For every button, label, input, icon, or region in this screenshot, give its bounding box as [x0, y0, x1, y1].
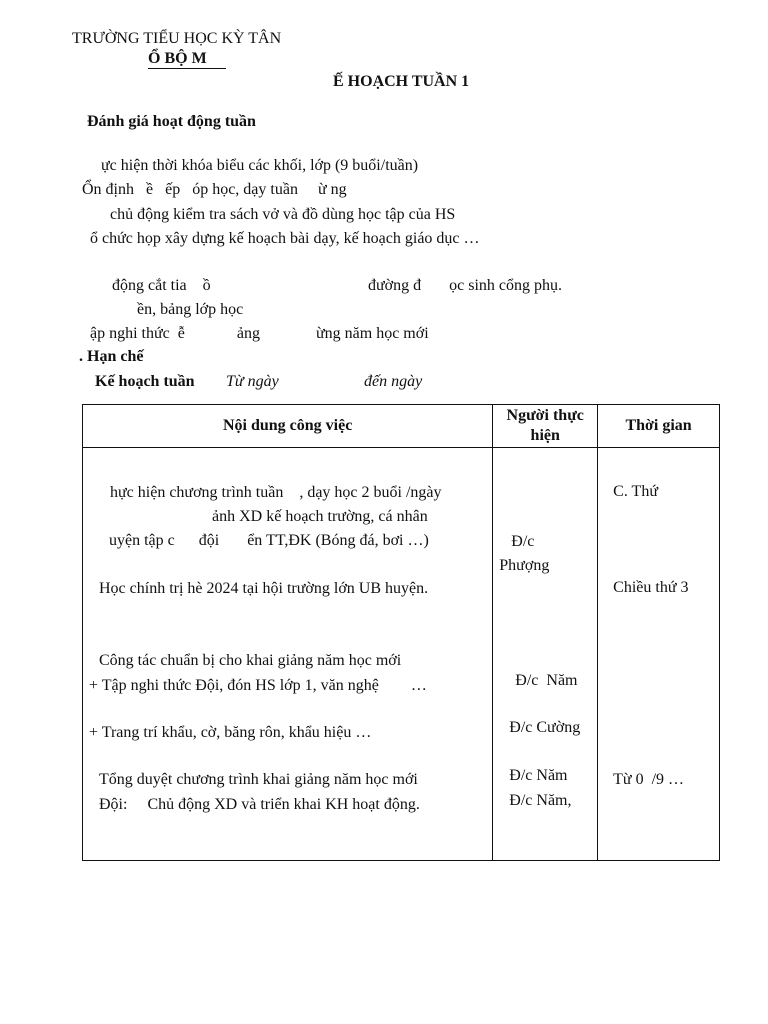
person-line: Phượng [499, 557, 550, 574]
content-line: hực hiện chương trình tuần , dạy học 2 buổi /ngày [110, 484, 442, 501]
content-line: + Tập nghi thức Đội, đón HS lớp 1, văn nghệ … [89, 677, 427, 694]
table-row [83, 448, 720, 861]
header-time [598, 405, 720, 448]
time-line: Chiều thứ 3 [613, 579, 689, 596]
evaluation-line: chủ động kiểm tra sách vở và đồ dùng học tập của HS [110, 206, 456, 223]
content-line: Tổng duyệt chương trình khai giảng năm học mới [99, 771, 418, 788]
evaluation-line: Ổn định ề ếp óp học, dạy tuần ừ ng [82, 181, 347, 198]
evaluation-line: ực hiện thời khóa biểu các khối, lớp (9 buổi/tuần) [101, 157, 419, 174]
content-line: uyện tập c đội ển TT,ĐK (Bóng đá, bơi …) [109, 532, 429, 549]
evaluation-line: động cắt tia ồ [112, 277, 211, 294]
person-line: Đ/c [511, 533, 535, 550]
evaluation-line: ổ chức họp xây dựng kế hoạch bài dạy, kế hoạch giáo dục … [90, 230, 480, 247]
evaluation-heading: Đánh giá hoạt động tuần [87, 113, 256, 130]
school-name: TRƯỜNG TIỂU HỌC KỲ TÂN [72, 30, 282, 47]
content-line: Đội: Chủ động XD và triển khai KH hoạt động. [99, 796, 420, 813]
person-cell [493, 448, 598, 861]
evaluation-line: đường đ ọc sinh cổng phụ. [368, 277, 563, 294]
plan-to-date: đến ngày [364, 373, 423, 390]
table-header-row [83, 405, 720, 448]
content-cell [83, 448, 493, 861]
document-title: Ế HOẠCH TUẦN 1 [333, 73, 470, 90]
unit-name: Ổ BỘ M [148, 50, 226, 69]
header-person-line: Người thực [506, 407, 584, 424]
content-line: Công tác chuẩn bị cho khai giảng năm học mới [99, 652, 402, 669]
header-time-label: Thời gian [625, 417, 692, 434]
header-person-line: hiện [530, 427, 560, 444]
plan-table [82, 404, 720, 861]
content-line: Học chính trị hè 2024 tại hội trường lớn UB huyện. [99, 580, 429, 597]
evaluation-line: ền, bảng lớp học [137, 301, 244, 318]
plan-week-label: Kế hoạch tuần [95, 373, 195, 390]
evaluation-line: ập nghi thức ễ ảng ừng năm học mới [90, 325, 429, 342]
header-person [493, 405, 598, 448]
limits-heading: . Hạn chế [79, 348, 144, 365]
time-cell [598, 448, 720, 861]
plan-from-date: Từ ngày [226, 373, 279, 390]
content-line: ảnh XD kế hoạch trường, cá nhân [212, 508, 428, 525]
header-content-label: Nội dung công việc [222, 417, 353, 434]
content-line: + Trang trí khẩu, cờ, băng rôn, khẩu hiệu … [89, 724, 372, 741]
person-line: Đ/c Năm [515, 672, 578, 689]
person-line: Đ/c Năm [509, 767, 568, 784]
time-line: C. Thứ [613, 483, 658, 500]
person-line: Đ/c Năm, [509, 792, 572, 809]
time-line: Từ 0 /9 … [613, 771, 685, 788]
person-line: Đ/c Cường [509, 719, 581, 736]
header-content [83, 405, 493, 448]
